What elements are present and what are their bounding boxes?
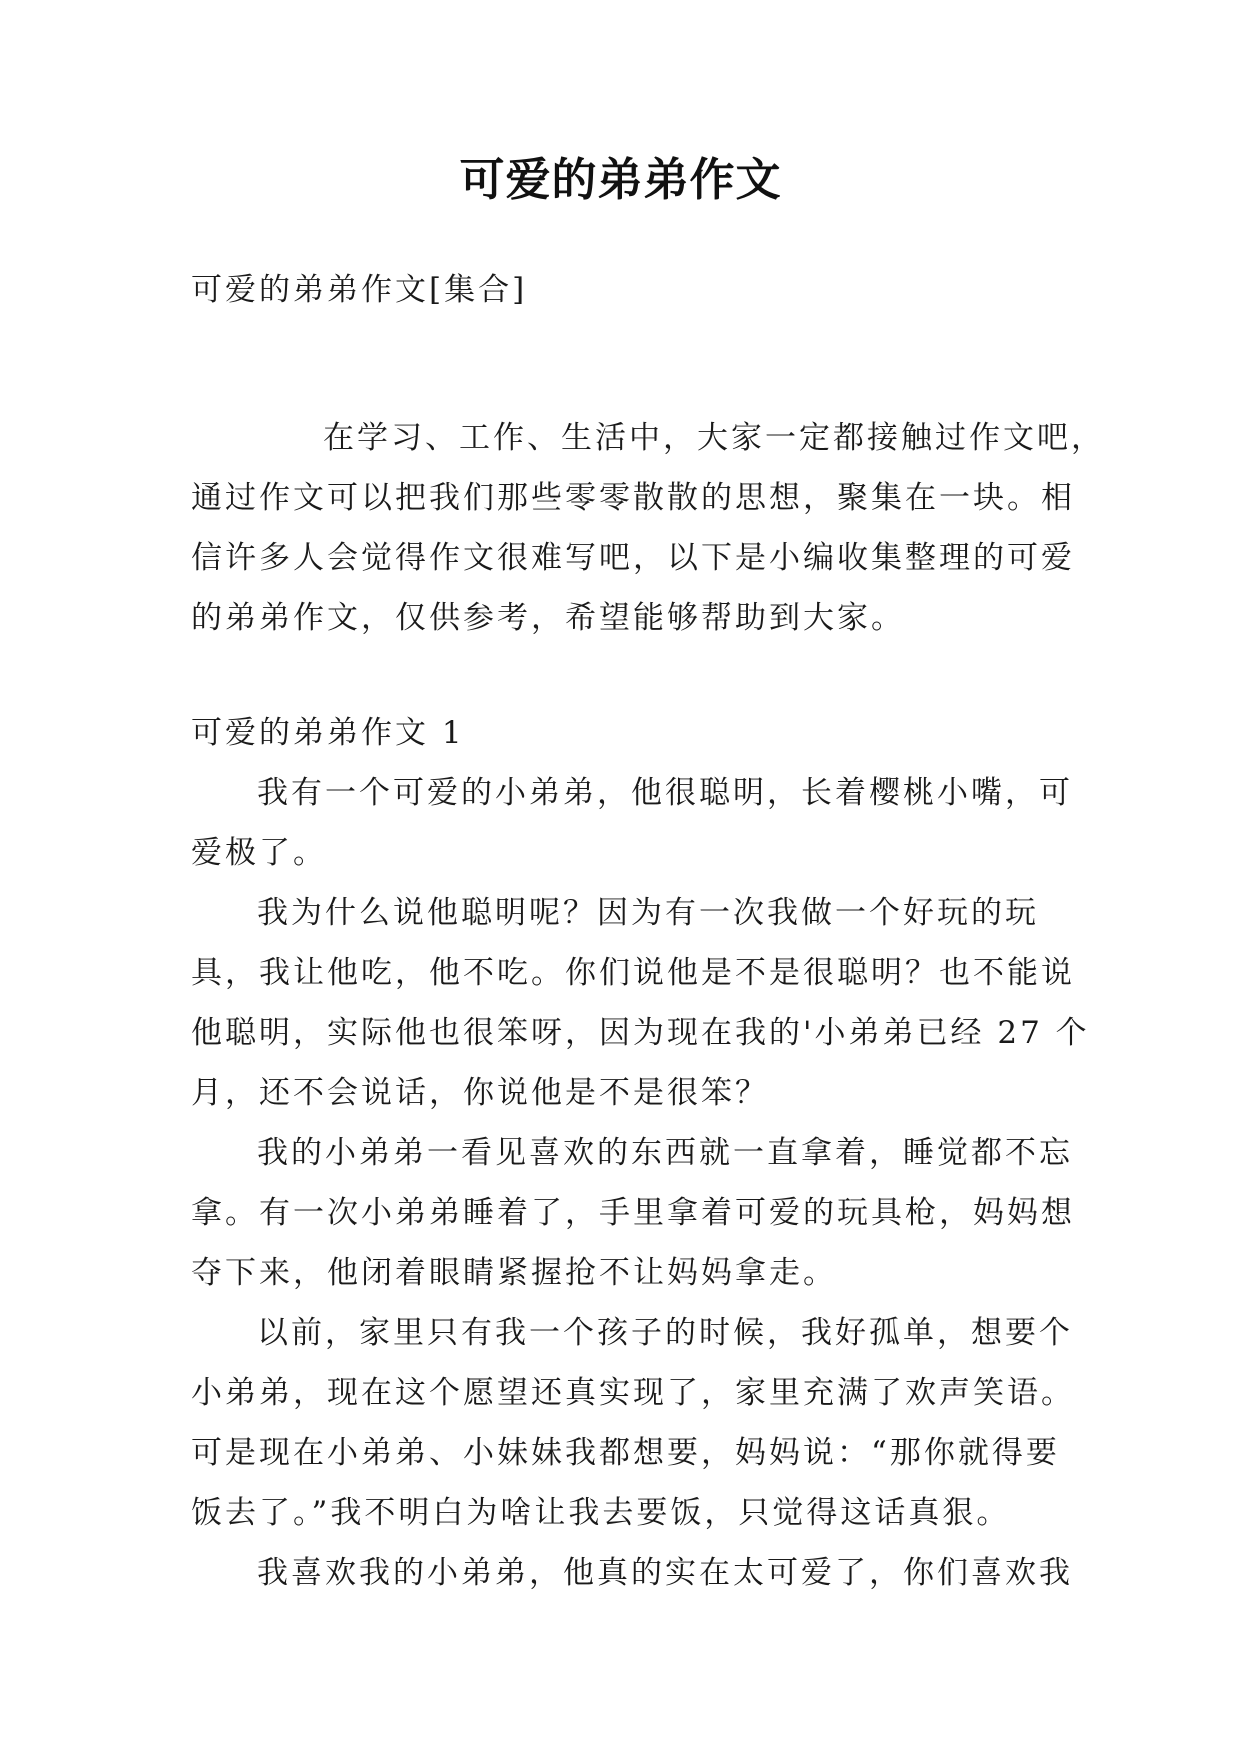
paragraph-line: 可是现在小弟弟、小妹妹我都想要，妈妈说：“那你就得要: [191, 1435, 1060, 1471]
intro-line: 信许多人会觉得作文很难写吧，以下是小编收集整理的可爱: [191, 540, 1075, 576]
paragraph-line: 爱极了。: [191, 835, 327, 871]
paragraph-line: 我为什么说他聪明呢？因为有一次我做一个好玩的玩: [257, 895, 1039, 931]
intro-line: 在学习、工作、生活中，大家一定都接触过作文吧，: [323, 420, 1105, 456]
spacer: [191, 320, 1071, 408]
document-subtitle: 可爱的弟弟作文[集合]: [191, 272, 528, 308]
paragraph-line: 我喜欢我的小弟弟，他真的实在太可爱了，你们喜欢我: [257, 1555, 1073, 1591]
section-heading: 可爱的弟弟作文 1: [191, 715, 465, 751]
intro-line: 的弟弟作文，仅供参考，希望能够帮助到大家。: [191, 600, 905, 636]
body-paragraph: [191, 1543, 1071, 1603]
body-paragraph: [191, 1123, 1075, 1303]
body-paragraph: [191, 763, 1071, 883]
paragraph-line: 夺下来，他闭着眼睛紧握抢不让妈妈拿走。: [191, 1255, 837, 1291]
intro-line: 通过作文可以把我们那些零零散散的思想，聚集在一块。相: [191, 480, 1075, 516]
paragraph-line: 拿。有一次小弟弟睡着了，手里拿着可爱的玩具枪，妈妈想: [191, 1195, 1075, 1231]
paragraph-line: 小弟弟，现在这个愿望还真实现了，家里充满了欢声笑语。: [191, 1375, 1075, 1411]
document-title: 可爱的弟弟作文: [459, 153, 782, 206]
paragraph-line: 月，还不会说话，你说他是不是很笨？: [191, 1075, 769, 1111]
paragraph-line: 饭去了。”我不明白为啥让我去要饭，只觉得这话真狠。: [191, 1495, 1011, 1531]
paragraph-line: 以前，家里只有我一个孩子的时候，我好孤单，想要个: [257, 1315, 1073, 1351]
body-paragraph: [191, 883, 1090, 1123]
paragraph-line: 他聪明，实际他也很笨呀，因为现在我的'小弟弟已经 27 个: [191, 1015, 1090, 1051]
document-body: [191, 260, 1105, 1603]
intro-paragraph: [191, 408, 1105, 648]
paragraph-line: 我有一个可爱的小弟弟，他很聪明，长着樱桃小嘴，可: [257, 775, 1073, 811]
paragraph-line: 我的小弟弟一看见喜欢的东西就一直拿着，睡觉都不忘: [257, 1135, 1073, 1171]
body-paragraph: [191, 1303, 1075, 1543]
paragraph-line: 具，我让他吃，他不吃。你们说他是不是很聪明？也不能说: [191, 955, 1075, 991]
spacer: [191, 648, 1071, 703]
